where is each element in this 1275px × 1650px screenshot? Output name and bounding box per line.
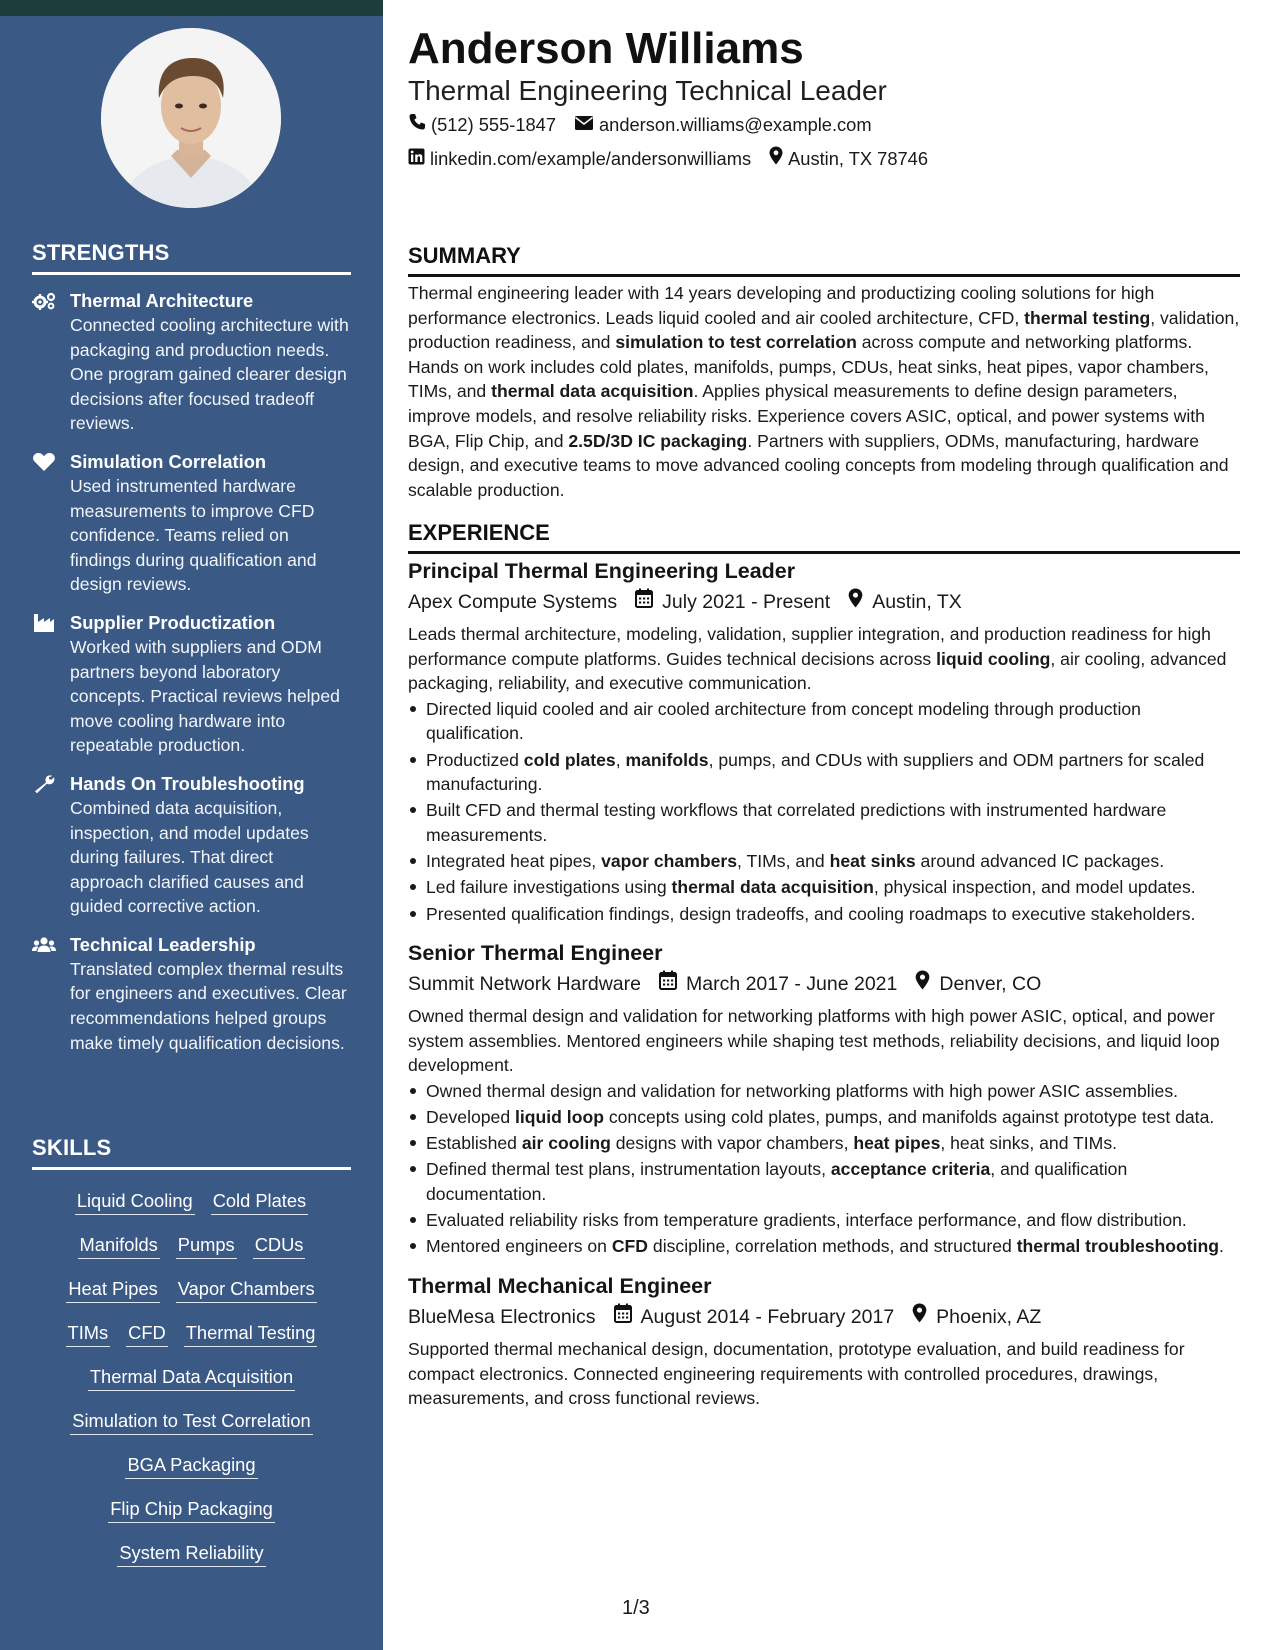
skill-tag: BGA Packaging [125,1452,257,1479]
email-contact[interactable] [574,113,872,137]
skill-tag: Thermal Data Acquisition [88,1364,295,1391]
bold-keyword: manifolds [625,749,709,770]
linkedin-text: linkedin.com/example/andersonwilliams [430,147,752,169]
skills-row [32,1496,351,1523]
heart-icon [32,452,56,472]
strength-description: Connected cooling architecture with packaging and production needs. One program gained clearer design decisions after focused tradeoff reviews. [70,315,349,434]
job-dates [659,970,897,998]
bold-keyword: liquid loop [515,1107,604,1128]
bold-keyword: heat pipes [853,1133,941,1154]
phone-icon [408,113,431,137]
headline: Thermal Engineering Technical Leader [408,75,887,106]
bold-keyword: vapor chambers [601,851,738,872]
skills-row [32,1452,351,1479]
job-meta [408,1303,1240,1331]
email-text: anderson.williams@example.com [599,114,872,135]
skill-tag: CFD [126,1320,168,1347]
skills-row [32,1364,351,1391]
skills-row [32,1540,351,1567]
calendar-icon [614,1303,641,1331]
phone-contact[interactable] [408,113,556,137]
skills-row [32,1320,351,1347]
job-entry [408,939,1240,1259]
job-dates [635,588,830,616]
skill-tag: CDUs [253,1232,306,1259]
map-pin-icon [769,146,788,171]
job-dates-text: March 2017 - June 2021 [685,973,898,996]
location-contact [769,146,928,171]
job-location-text: Phoenix, AZ [936,1306,1042,1328]
skill-tag: Flip Chip Packaging [108,1496,275,1523]
bold-keyword: thermal data acquisition [671,877,874,898]
skills-heading: SKILLS [32,1135,351,1170]
phone-text: (512) 555-1847 [431,114,557,135]
strength-item [32,611,351,758]
skill-tag: System Reliability [117,1540,265,1567]
skill-tag: Thermal Testing [184,1320,318,1347]
bold-keyword: thermal data acquisition [491,381,694,402]
list-item: Led failure investigations using thermal data acquisition, physical inspection, and model updates. [408,875,1240,900]
avatar [101,28,281,208]
skills-row [32,1408,351,1435]
skills-row [32,1276,351,1303]
strength-item [32,772,351,919]
skills-row [32,1188,351,1215]
bold-keyword: cold plates [523,749,616,770]
company-name: BlueMesa Electronics [408,1306,596,1328]
strength-description: Translated complex thermal results for engineers and executives. Clear recommendations helped groups make timely qualification decisions. [70,958,347,1053]
sidebar [0,0,383,1650]
job-location [915,970,1041,998]
summary-heading: SUMMARY [408,242,1240,277]
job-title: Principal Thermal Engineering Leader [408,559,796,583]
job-dates-text: August 2014 - February 2017 [640,1306,895,1328]
bold-keyword: 2.5D/3D IC packaging [568,430,748,451]
job-description: Owned thermal design and validation for networking platforms with high power ASIC, optical, and power system assemblies. Mentored engineers while shaping test methods, reliability decisions, and liquid loop development. [408,1006,1220,1076]
strength-description: Used instrumented hardware measurements to improve CFD confidence. Teams relied on findings during qualification and design reviews. [70,475,317,595]
skill-tag: Simulation to Test Correlation [70,1408,312,1435]
list-item: Mentored engineers on CFD discipline, correlation methods, and structured thermal troubleshooting. [408,1234,1240,1259]
email-icon [574,113,599,137]
strength-item [32,450,351,597]
skill-tag: Liquid Cooling [75,1188,195,1215]
list-item: Owned thermal design and validation for networking platforms with high power ASIC assemblies. [408,1079,1240,1104]
strength-title: Simulation Correlation [70,450,267,472]
experience-heading: EXPERIENCE [408,519,1240,554]
map-pin-icon [915,970,939,998]
list-item: Productized cold plates, manifolds, pumps, and CDUs with suppliers and ODM partners for scaled manufacturing. [408,748,1240,797]
page-number: 1/3 [622,1597,650,1619]
calendar-icon [659,970,686,998]
users-icon [32,935,56,955]
strength-title: Hands On Troubleshooting [70,772,305,794]
job-dates-text: July 2021 - Present [662,591,831,613]
list-item: Presented qualification findings, design tradeoffs, and cooling roadmaps to executive stakeholders. [408,902,1240,927]
job-location [912,1303,1041,1331]
job-meta [408,970,1240,998]
gears-icon [32,291,56,311]
calendar-icon [635,588,662,616]
skill-tag: Heat Pipes [66,1276,159,1303]
contact-row [408,146,946,171]
list-item: Evaluated reliability risks from temperature gradients, interface performance, and flow distribution. [408,1208,1240,1233]
bold-keyword: thermal troubleshooting [1016,1236,1220,1257]
list-item: Established air cooling designs with vapor chambers, heat pipes, heat sinks, and TIMs. [408,1131,1240,1156]
job-location [848,588,962,616]
job-entry [408,1272,1240,1411]
skill-tag: Vapor Chambers [176,1276,317,1303]
bold-keyword: air cooling [521,1133,611,1154]
sidebar-top-bar [0,0,383,16]
strength-item [32,289,351,436]
job-title: Thermal Mechanical Engineer [408,1274,712,1298]
map-pin-icon [848,588,872,616]
skill-tag: Cold Plates [211,1188,309,1215]
summary-text: Thermal engineering leader with 14 years developing and productizing cooling solutions for high performance electronics. Leads liquid cooled and air cooled architecture, CFD, thermal testing, validation, production readiness, and simulation to test correlation across compute and networking platforms. Hands on work includes cold plates, manifolds, pumps, CDUs, heat sinks, heat pipes, vapor chambers, TIMs, and thermal data acquisition. Applies physical measurements to define design parameters, improve models, and resolve reliability risks. Experience covers ASIC, optical, and power systems with BGA, Flip Chip, and 2.5D/3D IC packaging. Partners with suppliers, ODMs, manufacturing, hardware design, and executive teams to move advanced cooling concepts from modeling through qualification and scalable production. [408,283,1240,500]
job-entry [408,557,1240,926]
strength-title: Thermal Architecture [70,290,254,311]
bold-keyword: simulation to test correlation [615,332,857,353]
job-description: Supported thermal mechanical design, documentation, prototype evaluation, and build readiness for compact electronics. Connected engineering requirements with controlled procedures, drawings, measurements, and cross functional reviews. [408,1339,1185,1409]
linkedin-icon [408,147,430,171]
strength-title: Supplier Productization [70,611,276,633]
map-pin-icon [912,1303,936,1331]
list-item: Built CFD and thermal testing workflows that correlated predictions with instrumented hardware measurements. [408,798,1240,847]
list-item: Integrated heat pipes, vapor chambers, TIMs, and heat sinks around advanced IC packages. [408,849,1240,874]
list-item: Directed liquid cooled and air cooled architecture from concept modeling through production qualification. [408,697,1240,746]
bold-keyword: thermal testing [1024,307,1151,328]
contact-row [408,113,890,137]
experience-list [408,557,1240,1424]
strengths-section [32,240,351,1055]
list-item: Developed liquid loop concepts using cold plates, pumps, and manifolds against prototype test data. [408,1105,1240,1130]
wrench-icon [32,774,56,794]
skills-row [32,1232,351,1259]
company-name: Apex Compute Systems [408,591,618,613]
skills-section [32,1135,351,1567]
strength-description: Worked with suppliers and ODM partners beyond laboratory concepts. Practical reviews helped move cooling hardware into repeatable production. [70,636,340,756]
linkedin-contact[interactable] [408,147,751,171]
job-dates [614,1303,895,1331]
industry-icon [32,613,56,633]
job-location-text: Austin, TX [872,591,962,613]
skills-list [32,1188,351,1567]
strengths-heading: STRENGTHS [32,240,351,275]
job-title: Senior Thermal Engineer [408,941,663,966]
company-name: Summit Network Hardware [408,973,641,996]
job-meta [408,588,1240,616]
candidate-name: Anderson Williams [408,24,804,73]
bold-keyword: acceptance criteria [830,1159,991,1180]
skill-tag: Manifolds [78,1232,160,1259]
strength-title: Technical Leadership [70,933,256,955]
strength-description: Combined data acquisition, inspection, and model updates during failures. That direct approach clarified causes and guided corrective action. [70,797,309,917]
job-description: Leads thermal architecture, modeling, validation, supplier integration, and production readiness for high performance compute platforms. Guides technical decisions across liquid cooling, air cooling, advanced packaging, reliability, and executive communication. [408,624,1227,694]
list-item: Defined thermal test plans, instrumentation layouts, acceptance criteria, and qualification documentation. [408,1157,1240,1206]
skill-tag: Pumps [176,1232,237,1259]
job-bullets [408,1079,1240,1259]
bold-keyword: heat sinks [829,851,916,872]
strength-item [32,933,351,1055]
location-text: Austin, TX 78746 [788,147,929,169]
bold-keyword: CFD [611,1236,649,1257]
bold-keyword: liquid cooling [936,648,1051,669]
job-location-text: Denver, CO [939,973,1042,996]
skill-tag: TIMs [66,1320,111,1347]
job-bullets [408,697,1240,926]
